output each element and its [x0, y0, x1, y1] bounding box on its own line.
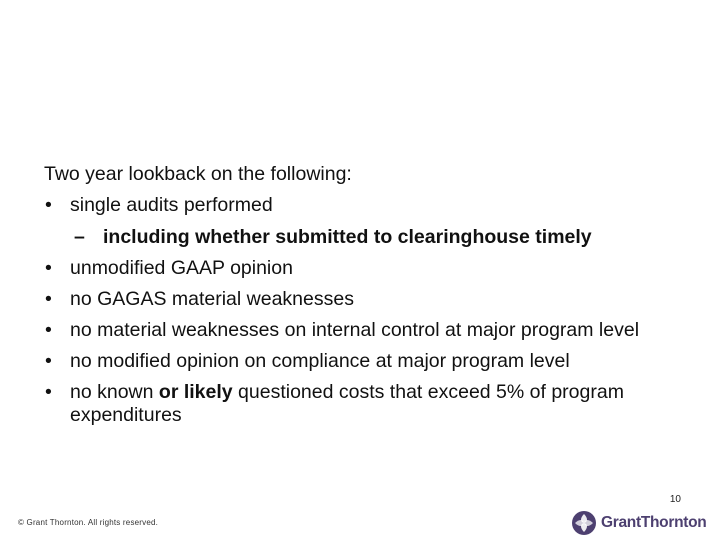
intro-text: Two year lookback on the following: [44, 163, 352, 185]
grant-thornton-logo [571, 509, 707, 537]
bullet-list [44, 194, 684, 427]
list-item-text: no modified opinion on compliance at major program level [70, 350, 570, 372]
copyright-notice: © Grant Thornton. All rights reserved. [18, 518, 159, 527]
list-item [44, 257, 684, 280]
bullet-icon: • [45, 381, 52, 403]
sub-list [70, 226, 684, 249]
list-item-text: no GAGAS material weaknesses [70, 288, 354, 310]
list-item [44, 319, 684, 342]
logo-text: GrantThornton [601, 514, 707, 531]
dash-icon: – [74, 226, 85, 248]
sub-list-item [70, 226, 684, 249]
list-item [44, 288, 684, 311]
list-item-text: no material weaknesses on internal control at major program level [70, 319, 640, 341]
bullet-icon: • [45, 319, 52, 341]
list-item [44, 381, 684, 427]
list-item-text-before: no known [70, 381, 159, 403]
list-item-text: unmodified GAAP opinion [70, 257, 293, 279]
bullet-icon: • [45, 350, 52, 372]
sub-list-item-text: including whether submitted to clearinghouse timely [103, 226, 592, 248]
list-item [44, 350, 684, 373]
page-number: 10 [669, 494, 681, 505]
bullet-icon: • [45, 257, 52, 279]
list-item-text-emphasis: or likely [158, 381, 233, 403]
list-item-text: single audits performed [70, 194, 273, 216]
bullet-icon: • [45, 194, 52, 216]
slide-content [44, 163, 684, 435]
grant-thornton-logo-icon [571, 510, 597, 536]
list-item-text-after: questioned costs that exceed 5% of program expenditures [70, 381, 624, 426]
bullet-icon: • [45, 288, 52, 310]
list-item [44, 194, 684, 249]
